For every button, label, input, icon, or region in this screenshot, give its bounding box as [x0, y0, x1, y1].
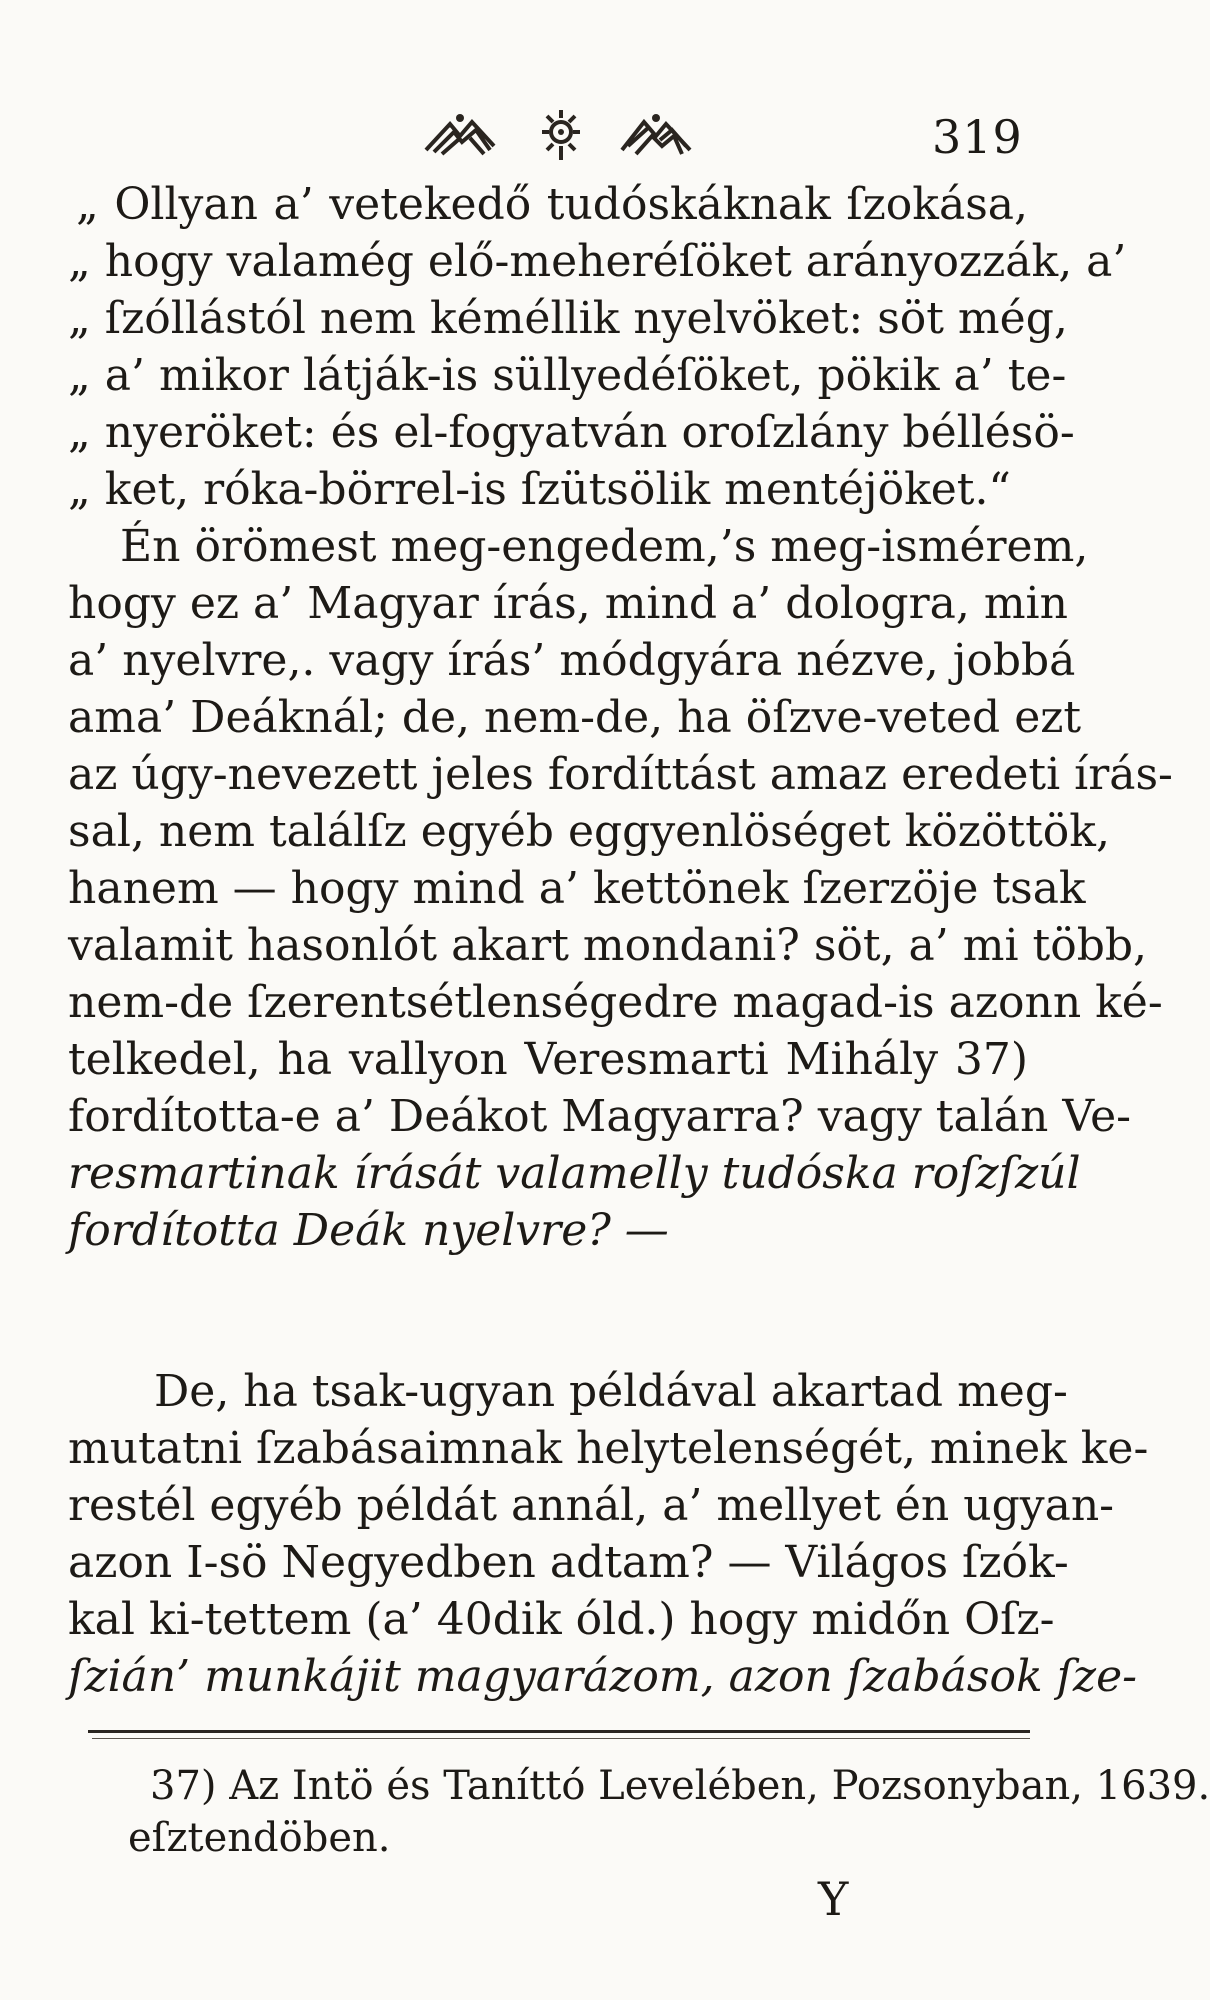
text-line: valamit hasonlót akart mondani? söt, a’ mi több,	[68, 920, 1148, 971]
fleuron-center-icon	[536, 106, 586, 166]
signature-mark: Y	[818, 1872, 849, 1926]
text-line: „ nyeröket: és el-fogyatván oroſzlány béllésö-	[68, 407, 1075, 458]
text-line: „ ſzóllástól nem kéméllik nyelvöket: söt még,	[68, 293, 1068, 344]
main-text	[68, 176, 1173, 1705]
fleuron-right-icon	[616, 106, 696, 166]
text-line: az úgy-nevezett jeles fordíttást amaz eredeti írás-	[68, 749, 1173, 800]
text-line: Én örömest meg-engedem,’s meg-ismérem,	[120, 521, 1089, 572]
text-line: mutatni ſzabásaimnak helytelenségét, minek ke-	[68, 1423, 1149, 1474]
text-line: ama’ Deáknál; de, nem-de, ha öſzve-veted ezt	[68, 692, 1082, 743]
text-line: hanem — hogy mind a’ kettönek ſzerzöje tsak	[68, 863, 1086, 914]
text-line: „ Ollyan a’ vetekedő tudóskáknak ſzokása,	[76, 179, 1028, 230]
text-line: „ a’ mikor látják-is süllyedéſöket, pökik a’ te-	[68, 350, 1067, 401]
text-line: fordította Deák nyelvre? —	[68, 1205, 669, 1256]
page-header	[0, 106, 1115, 166]
footnote-rule-thin	[92, 1738, 1030, 1739]
text-line: resmartinak írását valamelly tudóska roſzſzúl	[68, 1148, 1081, 1199]
text-line: fordította-e a’ Deákot Magyarra? vagy talán Ve-	[68, 1091, 1131, 1142]
text-line: sal, nem találſz egyéb eggyenlöséget közöttök,	[68, 806, 1110, 857]
text-line: azon I-sö Negyedben adtam? — Világos ſzók-	[68, 1537, 1069, 1588]
text-line: „ hogy valamég elő-meheréſöket arányozzák, a’	[68, 236, 1127, 287]
paragraph-gap	[68, 1259, 1028, 1363]
footnote-rule	[88, 1730, 1030, 1733]
fleuron-left-icon	[420, 106, 500, 166]
footnote-line: 37) Az Intö és Taníttó Levelében, Pozsonyban, 1639.	[150, 1763, 1210, 1809]
text-line: „ ket, róka-börrel-is ſzütsölik mentéjöket.“	[68, 464, 1011, 515]
text-line: telkedel, ha vallyon Veresmarti Mihály 37)	[68, 1034, 1028, 1085]
text-line: nem-de ſzerentsétlenségedre magad-is azonn ké-	[68, 977, 1163, 1028]
text-line: hogy ez a’ Magyar írás, mind a’ dologra, min	[68, 578, 1068, 629]
page-number: 319	[932, 110, 1023, 164]
text-line: restél egyéb példát annál, a’ mellyet én ugyan-	[68, 1480, 1115, 1531]
text-line: ſzián’ munkájit magyarázom, azon ſzabások ſze-	[68, 1651, 1138, 1702]
text-line: a’ nyelvre,. vagy írás’ módgyára nézve, jobbá	[68, 635, 1076, 686]
text-line: kal ki-tettem (a’ 40dik óld.) hogy midőn Oſz-	[68, 1594, 1055, 1645]
text-line: De, ha tsak-ugyan példával akartad meg-	[154, 1366, 1068, 1417]
footnote-line: eſztendöben.	[128, 1815, 391, 1861]
footnote	[128, 1760, 1210, 1864]
